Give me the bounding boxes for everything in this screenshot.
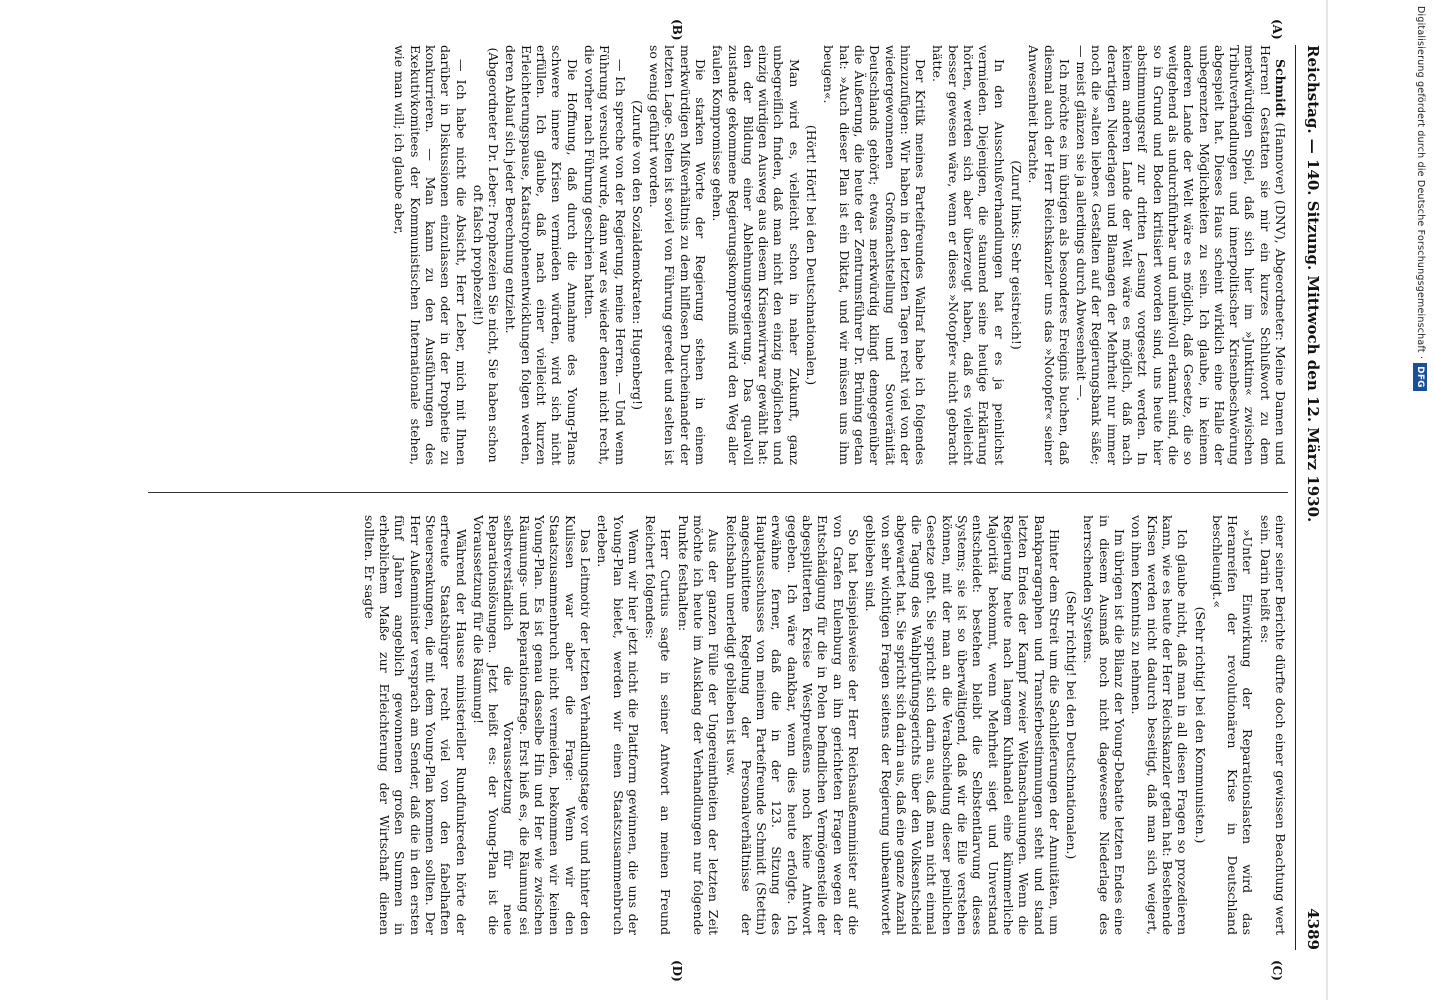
page-number: 4389	[1304, 908, 1322, 950]
left-column	[138, 45, 1288, 465]
paragraph: einer seiner Berichte dürfte doch einer gewissen Beachtung wert sein. Darin heißt es:	[1257, 515, 1288, 935]
paragraph: In den Ausschußverhandlungen hat er es ja peinlichst vermieden. Diejenigen, die staunend seine heutige Erklärung hörten, werden sich aber überzeugt haben, daß es vielleicht besser gewesen wäre, wenn er dieses »Notopfer« nicht gebracht hätte.	[930, 45, 1007, 465]
paragraph: — Ich habe nicht die Absicht, Herr Leber, mich mit Ihnen darüber in Diskussionen einzulassen oder in der Prophetie zu konkurrieren. — Man kann zu den Ausführungen des Exekutivkomitees der Kommunistischen Internationale stehen, wie man will; ich glaube aber,	[392, 45, 469, 465]
paragraph: Aus der ganzen Fülle der Ungereimtheiten der letzten Zeit möchte ich heute im Ausklang der Verhandlungen nur folgende Punkte festhalten:	[675, 515, 722, 935]
margin-marker-c: (C)	[1270, 960, 1284, 981]
interjection: (Zurufe von den Sozialdemokraten: Hugenberg!)	[629, 100, 645, 410]
paragraph: Ich glaube nicht, daß man in all diesen Fragen so prozedieren kann, wie es heute der Herr Reichskanzler getan hat: Bestehende Krisen werden nicht dadurch beseitigt, daß man sich weigert, von ihnen Kenntnis zu nehmen.	[1129, 515, 1191, 935]
paragraph: So hat beispielsweise der Herr Reichsaußenminister auf die von Grafen Eulenburg an ihn gerichteten Fragen wegen der Entschädigung für die in Polen befindlichen Vermögensteile der abgesplitterten Kreise Westpreußens noch keine Antwort gegeben. Ich wäre dankbar, wenn dies heute erfolgte. Ich erwähne ferner, daß die in der 123. Sitzung des Hauptausschusses von meinem Parteifreunde Schmidt (Stettin) angeschnittene Regelung der Personalverhältnisse der Reichsbahn unerledigt geblieben ist usw.	[723, 515, 861, 935]
paragraph: Hinter dem Streit um die Sachlieferungen der Annuitäten, um Bankparagraphen und Transferbestimmungen steht und stand letzten Endes der Kampf zweier Weltanschauungen. Wenn die Regierung heute nach langem Kuhhandel eine kümmerliche Majorität bekommt, wenn Mehrheit siegt und Unverstand entscheidet: bestehen bleibt die Selbstentlarvung dieses Systems; sie ist so überwältigend, daß wir die Eile verstehen können, mit der man an die Verabschiedung dieser peinlichen Gesetze geht. Sie spricht sich darin aus, daß man nicht einmal die Tagung des Wahlprüfungsgerichts über den Volksentscheid abgewartet hat. Sie spricht sich darin aus, daß eine ganze Anzahl von sehr wichtigen Fragen seitens der Regierung unbeantwortet geblieben sind.	[863, 515, 1062, 935]
margin-marker-a: (A)	[1270, 19, 1284, 40]
header-title: Reichstag. — 140. Sitzung. Mittwoch den 12. März 1930.	[1304, 45, 1322, 523]
paragraph: Im übrigen ist die Bilanz der Young-Debatte letzten Endes eine in diesem Ausmaß noch nicht dagewesene Niederlage des herrschenden Systems.	[1081, 515, 1128, 935]
paragraph	[1074, 45, 1288, 465]
column-divider	[148, 492, 1288, 493]
paragraph-text: (Hannover) (DNV), Abgeordneter: Meine Damen und Herren! Gestatten sie mir ein kurzes Schlußwort zu dem merkwürdigen Spiel, daß sich hier im »Junktim« zwischen Tributverhandlungen und innerpolitischer Krisenbeschwörung abgespielt hat. Dieses Haus scheint wirklich eine Halle der unbegrenzten Möglichkeiten zu sein. Ich glaube, in keinem anderen Lande der Welt wäre es möglich, daß Gesetze, die so weitgehend als undurchführbar und unheilvoll erkannt sind, die so in Grund und Boden kritisiert worden sind, uns heute hier abstimmungsreif zur dritten Lesung vorgesetzt werden. In keinem anderen Lande der Welt wäre es möglich, daß nach derartigen Niederlagen und Blamagen der Mehrheit nur immer noch die »alten lieben« Gestalten auf der Regierungsbank säße; — meist glänzen sie ja allerdings durch Abwesenheit —.	[1074, 45, 1288, 465]
interjection: (Hört! Hört! bei den Deutschnationalen.)	[804, 124, 820, 386]
interjection: (Sehr richtig! bei den Deutschnationalen.)	[1064, 590, 1080, 860]
page-header	[1295, 45, 1324, 950]
paragraph: Der Kritik meines Parteifreundes Wallraf habe ich folgendes hinzuzufügen: Wir haben in den letzten Tagen recht viel von der wiedergewonnenen Großmachtstellung und Souveränität Deutschlands gehört; etwas merkwürdig klingt demgegenüber die Äußerung, die heute der Zentrumsführer Dr. Brüning getan hat: »Auch dieser Plan ist ein Diktat, und wir müssen uns ihm beugen«.	[821, 45, 929, 465]
right-column	[138, 515, 1288, 935]
paragraph: Ich möchte es im übrigen als besonderes Ereignis buchen, daß diesmal auch der Herr Reichskanzler uns das »Notopfer« seiner Anwesenheit brachte.	[1026, 45, 1072, 465]
paragraph: Das Leitmotiv der letzten Verhandlungstage vor und hinter den Kulissen war aber die Frage: Wenn wir den Staatszusammenbruch nicht vermeiden, bekommen wir keinen Young-Plan. Es ist genau dasselbe Hin und Her wie zwischen Räumungs- und Reparationsfrage. Erst hieß es, die Räumung sei selbstverständlich die Voraussetzung für neue Reparationslösungen. Jetzt heißt es: der Young-Plan ist die Voraussetzung für die Räumung!	[470, 515, 593, 935]
paragraph: Herr Curtius sagte in seiner Antwort an meinen Freund Reichert folgendes:	[643, 515, 674, 935]
page-content-rotated	[112, 19, 1324, 982]
speaker-name: Schmidt	[1273, 59, 1288, 118]
quotation: Wenn wir hier jetzt nicht die Plattform gewinnen, die uns der Young-Plan bietet, werden wir einen Staatszusammenbruch erleben.	[595, 515, 641, 935]
interjection: (Zuruf links: Sehr geistreich!)	[1008, 160, 1024, 350]
paragraph: Die starken Worte der Regierung stehen in einem merkwürdigen Mißverhältnis zu dem hilflosen Durcheinander der letzten Lage. Selten ist soviel von Führung geredet und selten ist so wenig geführt worden.	[647, 45, 709, 465]
paragraph: Man wird es, vielleicht schon in naher Zukunft, ganz unbegreiflich finden, daß man nicht den einzig möglichen und einzig würdigen Ausweg aus diesem Krisenwirrwar gewählt hat: den der Bildung einer Ablehnungsregierung. Das qualvoll zustande gekommene Regierungskompromiß wird den Weg aller faulen Kompromisse gehen.	[710, 45, 802, 465]
paragraph: — Ich spreche von der Regierung, meine Herren. — Und wenn Führung versucht wurde, dann war es wieder denen nicht recht, die vorher nach Führung geschrien hatten.	[581, 45, 628, 465]
dfg-sidebar	[1413, 6, 1433, 996]
scanned-page	[112, 19, 1324, 982]
margin-marker-b: (B)	[670, 19, 684, 41]
dfg-credit-text: Digitalisierung gefördert durch die Deutsche Forschungsgemeinschaft	[1415, 6, 1426, 353]
paragraph: Die Hoffnung, daß durch die Annahme des Young-Plans schwere innere Krisen vermieden würden, wird sich nicht erfüllen. Ich glaube, daß nach einer vielleicht kurzen Erleichterungspause, Katastrophenentwicklungen folgen werden, deren Ablauf sich jeder Berechnung entzieht.	[503, 45, 580, 465]
scan-edge	[1326, 0, 1328, 1000]
dfg-logo: DFG	[1413, 363, 1427, 391]
quotation: »Unter Einwirkung der Reparationslasten wird das Heranreifen der revolutionären Krise in Deutschland beschleunigt.«	[1209, 515, 1256, 935]
margin-marker-d: (D)	[670, 960, 684, 982]
paragraph: Während der Hausse ministerieller Rundfunkreden hörte der erfreute Staatsbürger recht viel von den fabelhaften Steuersenkungen, die mit dem Young-Plan kommen sollten. Der Herr Außenminister versprach am Sender, daß die in den ersten fünf Jahren angeblich gewonnenen großen Summen in erheblichem Maße zur Erleichterung der Wirtschaft dienen sollten. Er sagte	[361, 515, 469, 935]
dfg-credit-line: Digitalisierung gefördert durch die Deutsche Forschungsgemeinschaft ·DFG	[1410, 6, 1430, 996]
interjection: (Abgeordneter Dr. Leber: Prophezeien Sie nicht, Sie haben schon oft falsch prophezeit!)	[470, 47, 502, 463]
interjection: (Sehr richtig! bei den Kommunisten.)	[1192, 606, 1208, 844]
